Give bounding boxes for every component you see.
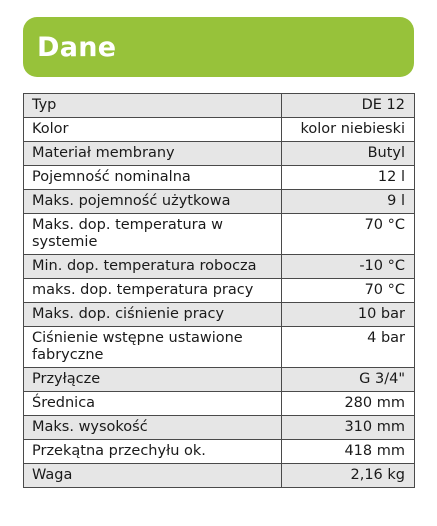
row-value: 418 mm [282,440,415,464]
specifications-table [23,93,415,488]
table-row [24,368,415,392]
row-label: Typ [24,94,282,118]
table-row [24,214,415,255]
row-value: Butyl [282,142,415,166]
row-label: Maks. wysokość [24,416,282,440]
row-label: Średnica [24,392,282,416]
table-row [24,416,415,440]
table-row [24,279,415,303]
row-value: 10 bar [282,303,415,327]
row-value: G 3/4" [282,368,415,392]
table-row [24,327,415,368]
section-header [23,17,414,77]
row-value: DE 12 [282,94,415,118]
table-row [24,303,415,327]
row-value: 12 l [282,166,415,190]
row-label: Przyłącze [24,368,282,392]
table-row [24,94,415,118]
row-label: Maks. dop. ciśnienie pracy [24,303,282,327]
row-label: Kolor [24,118,282,142]
row-label: Materiał membrany [24,142,282,166]
row-value: 70 °C [282,279,415,303]
row-label: Pojemność nominalna [24,166,282,190]
row-value: 310 mm [282,416,415,440]
table-row [24,392,415,416]
row-value: 70 °C [282,214,415,255]
row-value: -10 °C [282,255,415,279]
row-value: 2,16 kg [282,464,415,488]
row-value: 280 mm [282,392,415,416]
row-label: Min. dop. temperatura robocza [24,255,282,279]
row-value: kolor niebieski [282,118,415,142]
section-title: Dane [37,31,117,63]
table-row [24,142,415,166]
row-value: 4 bar [282,327,415,368]
table-row [24,464,415,488]
row-label: maks. dop. temperatura pracy [24,279,282,303]
table-row [24,440,415,464]
row-label: Waga [24,464,282,488]
table-row [24,118,415,142]
row-label: Przekątna przechyłu ok. [24,440,282,464]
row-label: Ciśnienie wstępne ustawione fabryczne [24,327,282,368]
table-row [24,255,415,279]
table-row [24,190,415,214]
row-value: 9 l [282,190,415,214]
row-label: Maks. dop. temperatura w systemie [24,214,282,255]
row-label: Maks. pojemność użytkowa [24,190,282,214]
table-row [24,166,415,190]
